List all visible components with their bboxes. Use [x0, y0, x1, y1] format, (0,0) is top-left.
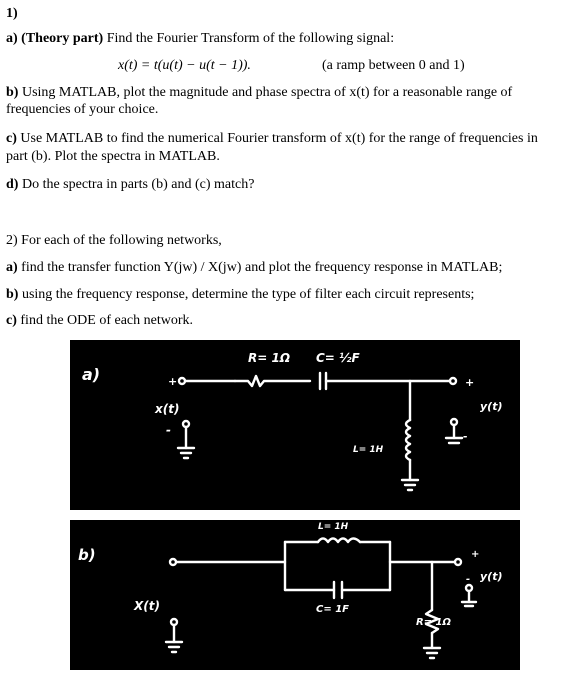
circuit-a-input-plus: + — [168, 375, 178, 388]
circuit-a-input-terminal — [179, 378, 235, 384]
circuit-a-panel — [70, 340, 520, 510]
q2-part-b — [6, 287, 474, 303]
circuit-b-inductor — [318, 539, 360, 543]
circuit-a-output-terminal — [450, 378, 456, 384]
circuit-b-output-wire — [390, 559, 461, 565]
q1-part-b-label: b) — [6, 85, 19, 100]
signal-equation — [118, 58, 251, 74]
circuit-b-output-plus: + — [471, 549, 480, 560]
q1-part-b-line2: frequencies of your choice. — [6, 102, 159, 117]
circuit-b-output-minus: - — [466, 574, 471, 585]
q2-part-a-label: a) — [6, 260, 18, 275]
q1-part-d-label: d) — [6, 177, 19, 192]
q1-part-a-label: a) (Theory part) — [6, 31, 104, 46]
circuit-b-input-label: X(t) — [134, 599, 160, 613]
circuit-a-diagram — [70, 340, 520, 510]
q2-part-c-label: c) — [6, 313, 17, 328]
circuit-b-resistor-label: R= 1Ω — [416, 617, 452, 628]
circuit-b-capacitor-label: C= 1F — [316, 604, 349, 615]
circuit-b-panel — [70, 520, 520, 670]
circuit-b-parallel-block — [285, 542, 390, 590]
q2-part-a — [6, 260, 502, 276]
signal-equation-note: (a ramp between 0 and 1) — [322, 58, 465, 73]
q2-part-c — [6, 313, 193, 329]
circuit-a-ground-right — [446, 419, 462, 443]
circuit-a-input-minus: - — [166, 423, 171, 437]
question-1-number: 1) — [6, 6, 18, 21]
q2-part-b-text: using the frequency response, determine the type of filter each circuit represents; — [18, 287, 475, 302]
circuit-b-resistor — [424, 562, 440, 658]
q1-part-d — [6, 177, 254, 193]
circuit-a-capacitor — [320, 373, 450, 389]
q1-part-a-text: Find the Fourier Transform of the following signal: — [103, 31, 395, 46]
circuit-a-capacitor-label: C= ½F — [316, 351, 360, 365]
circuit-a-resistor-label: R= 1Ω — [248, 351, 291, 365]
circuit-a-output-minus: - — [463, 430, 468, 443]
q2-part-a-text: find the transfer function Y(jw) / X(jw) and plot the frequency response in MATLAB; — [17, 260, 503, 275]
circuit-a-tag: a) — [82, 365, 101, 384]
q1-part-d-text: Do the spectra in parts (b) and (c) match? — [18, 177, 255, 192]
q1-part-c-line2: part (b). Plot the spectra in MATLAB. — [6, 149, 220, 164]
q2-intro: 2) For each of the following networks, — [6, 233, 222, 248]
q1-part-b — [6, 85, 512, 101]
circuit-a-inductor — [402, 381, 418, 490]
q1-part-b-line1: Using MATLAB, plot the magnitude and phase spectra of x(t) for a reasonable range of — [18, 85, 513, 100]
circuit-b-input-terminal — [170, 559, 285, 565]
circuit-b-diagram — [70, 520, 520, 670]
q2-part-b-label: b) — [6, 287, 19, 302]
circuit-a-input-label: x(t) — [155, 402, 180, 416]
circuit-b-ground-right — [462, 585, 476, 606]
circuit-b-inductor-label: L= 1H — [318, 522, 349, 532]
circuit-a-ground-left — [178, 421, 194, 458]
circuit-a-inductor-label: L= 1H — [353, 445, 384, 455]
circuit-a-output-label: y(t) — [480, 400, 503, 413]
q2-part-c-text: find the ODE of each network. — [16, 313, 193, 328]
circuit-b-tag: b) — [78, 546, 96, 564]
q1-part-c-line1: Use MATLAB to find the numerical Fourier transform of x(t) for the range of frequencies in — [16, 131, 538, 146]
circuit-a-resistor — [235, 376, 310, 386]
circuit-b-ground-left — [166, 619, 182, 652]
circuit-b-output-label: y(t) — [480, 570, 503, 583]
q1-part-c-label: c) — [6, 131, 17, 146]
q1-part-c — [6, 131, 538, 147]
signal-equation-formula: x(t) = t(u(t) − u(t − 1)). — [118, 58, 251, 73]
q1-part-a — [6, 31, 394, 47]
circuit-a-output-plus: + — [465, 376, 475, 389]
